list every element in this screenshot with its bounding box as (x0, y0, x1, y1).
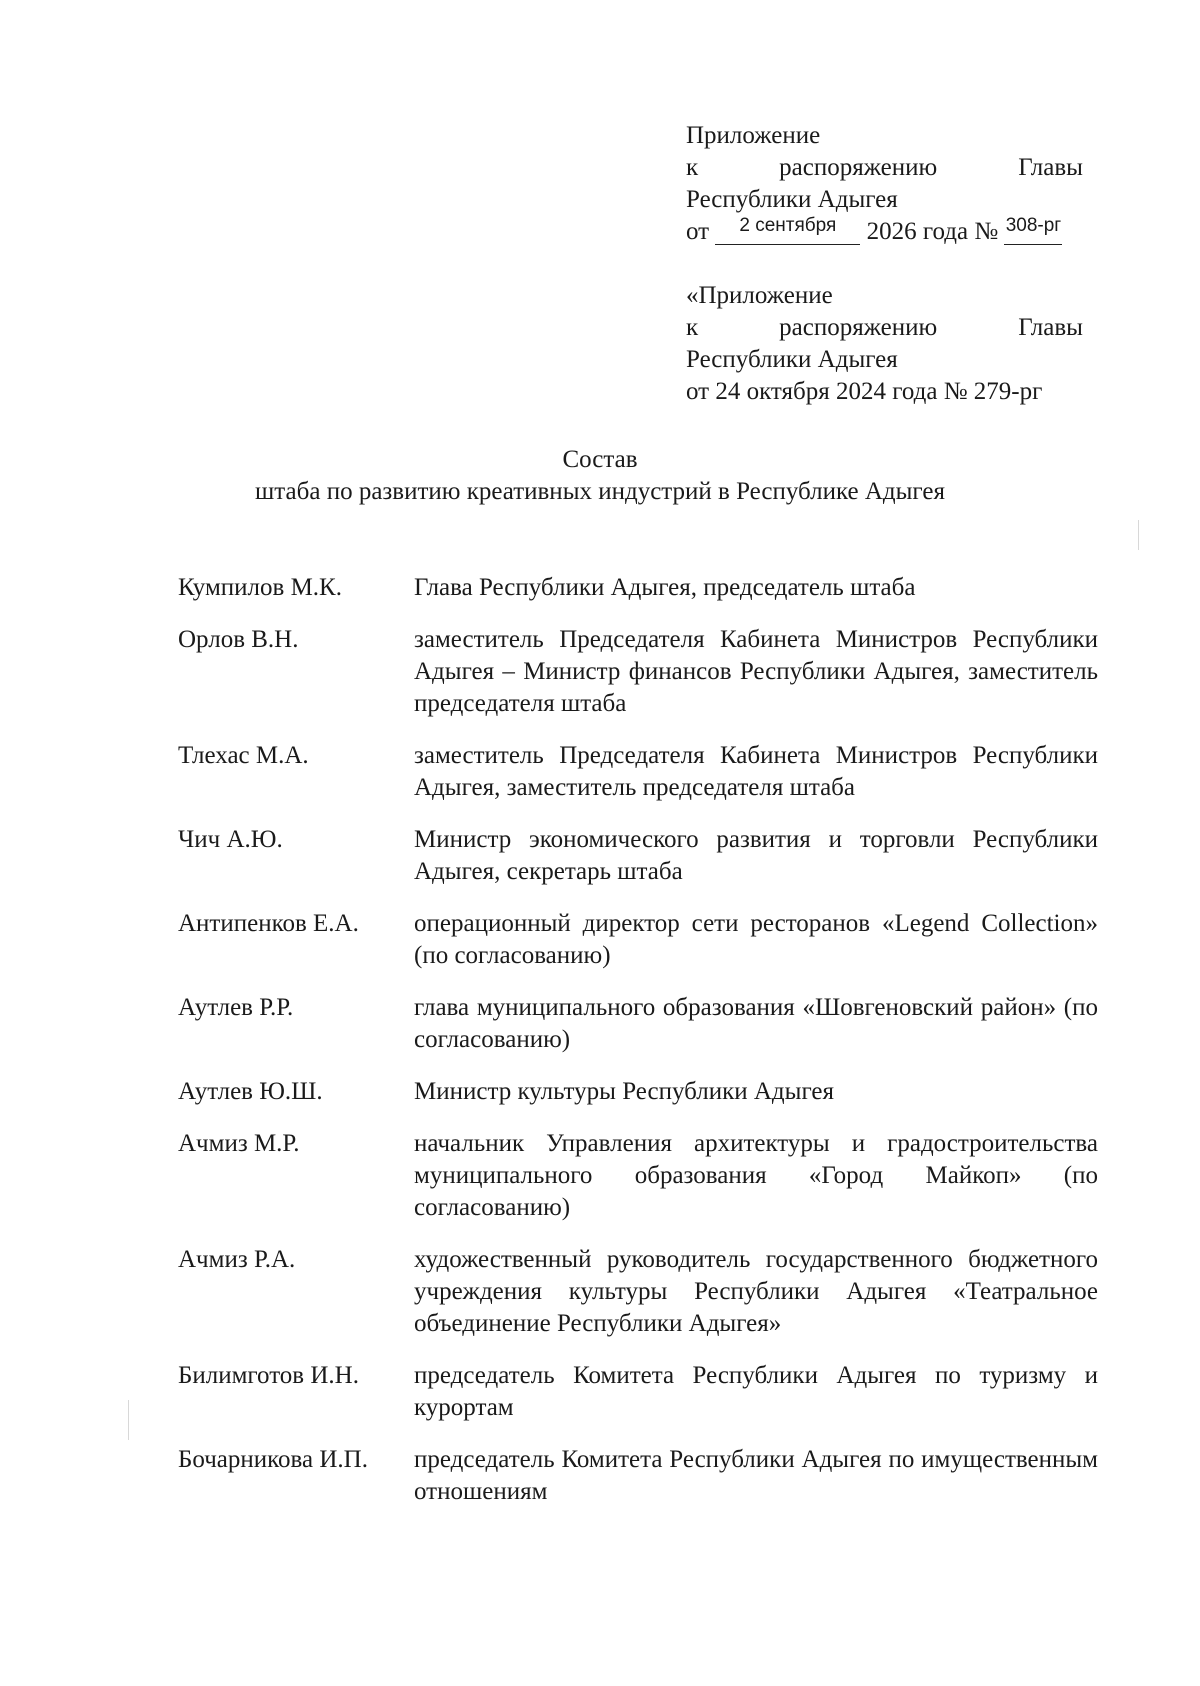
member-name: Бочарникова И.П. (178, 1446, 368, 1473)
appendix-reference-line (686, 152, 1083, 184)
member-row (178, 624, 1098, 720)
member-row (178, 572, 1098, 604)
appendix-word: к (686, 154, 699, 181)
scan-mark (1138, 520, 1139, 550)
member-row (178, 992, 1098, 1056)
appendix-word: распоряжению (779, 314, 938, 341)
member-role: художественный руководитель государственного бюджетного учреждения культуры Республики Адыгея «Театральное объединение Республики Адыгея» (414, 1246, 1098, 1337)
year-text: 2026 года № (866, 218, 999, 245)
member-role: председатель Комитета Республики Адыгея по имущественным отношениям (414, 1446, 1098, 1505)
date-blank (715, 215, 860, 245)
appendix-reference-line (686, 312, 1083, 344)
appendix-republic: Республики Адыгея (686, 186, 898, 213)
handwritten-date: 2 сентября (739, 215, 837, 236)
member-name: Тлехас М.А. (178, 742, 309, 769)
member-role: заместитель Председателя Кабинета Министров Республики Адыгея – Министр финансов Республики Адыгея, заместитель председателя штаба (414, 626, 1098, 717)
date-prefix: от (686, 218, 710, 245)
appendix-date-line (686, 216, 1083, 248)
member-name: Аутлев Р.Р. (178, 994, 294, 1021)
member-row (178, 824, 1098, 888)
member-name: Кумпилов М.К. (178, 574, 342, 601)
appendix-word: к (686, 314, 699, 341)
number-blank (1004, 215, 1062, 245)
member-name: Ачмиз М.Р. (178, 1130, 300, 1157)
member-role: Министр культуры Республики Адыгея (414, 1078, 834, 1105)
member-name: Орлов В.Н. (178, 626, 299, 653)
member-name: Ачмиз Р.А. (178, 1246, 296, 1273)
members-list (178, 572, 1098, 1528)
appendix-title: «Приложение (686, 282, 833, 309)
member-name: Антипенков Е.А. (178, 910, 359, 937)
member-row (178, 1360, 1098, 1424)
appendix-word: Главы (1018, 154, 1083, 181)
appendix-title: Приложение (686, 122, 821, 149)
member-name: Билимготов И.Н. (178, 1362, 359, 1389)
member-name: Аутлев Ю.Ш. (178, 1078, 323, 1105)
appendix-republic: Республики Адыгея (686, 346, 898, 373)
handwritten-number: 308-рг (1005, 215, 1062, 236)
document-title (0, 444, 1200, 508)
member-row (178, 1076, 1098, 1108)
member-role: глава муниципального образования «Шовгеновский район» (по согласованию) (414, 994, 1098, 1053)
appendix-header-current (686, 120, 1083, 248)
scan-mark (128, 1400, 129, 1440)
member-row (178, 908, 1098, 972)
member-role: Глава Республики Адыгея, председатель штаба (414, 574, 916, 601)
member-row (178, 1444, 1098, 1508)
member-row (178, 740, 1098, 804)
member-row (178, 1128, 1098, 1224)
member-role: председатель Комитета Республики Адыгея по туризму и курортам (414, 1362, 1098, 1421)
appendix-date-line: от 24 октября 2024 года № 279-рг (686, 378, 1043, 405)
member-name: Чич А.Ю. (178, 826, 283, 853)
member-role: начальник Управления архитектуры и градостроительства муниципального образования «Город Майкоп» (по согласованию) (414, 1130, 1098, 1221)
title-line-2: штаба по развитию креативных индустрий в Республике Адыгея (255, 478, 945, 505)
title-line-1: Состав (562, 446, 638, 473)
member-role: заместитель Председателя Кабинета Министров Республики Адыгея, заместитель председателя штаба (414, 742, 1098, 801)
member-role: операционный директор сети ресторанов «Legend Collection» (по согласованию) (414, 910, 1098, 969)
member-row (178, 1244, 1098, 1340)
appendix-word: распоряжению (779, 154, 938, 181)
member-role: Министр экономического развития и торговли Республики Адыгея, секретарь штаба (414, 826, 1098, 885)
appendix-word: Главы (1018, 314, 1083, 341)
appendix-header-previous (686, 280, 1083, 408)
